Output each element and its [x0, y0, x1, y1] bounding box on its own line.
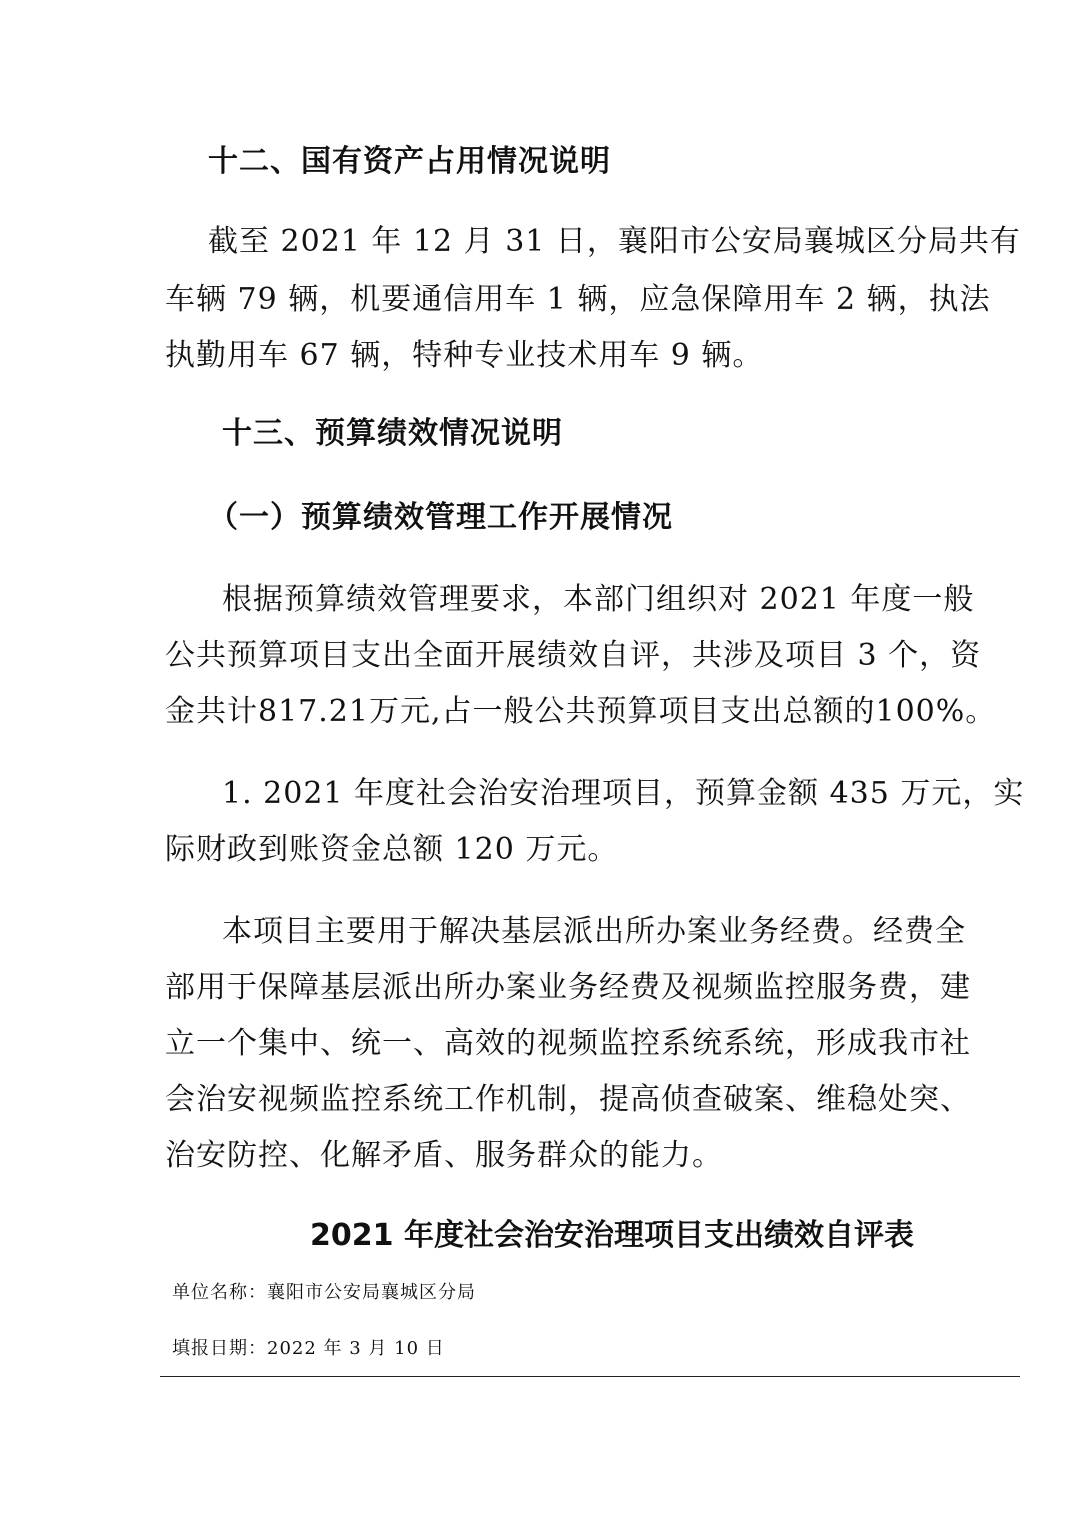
paragraph-3-line-2: 部用于保障基层派出所办案业务经费及视频监控服务费，建: [165, 970, 971, 1005]
section-12-heading: 十二、国有资产占用情况说明: [208, 144, 611, 179]
paragraph-1-line-1: 根据预算绩效管理要求，本部门组织对 2021 年度一般: [222, 582, 975, 617]
paragraph-3-line-3: 立一个集中、统一、高效的视频监控系统系统，形成我市社: [165, 1026, 971, 1061]
section-12-line-2: 车辆 79 辆，机要通信用车 1 辆，应急保障用车 2 辆，执法: [165, 282, 991, 317]
section-12-line-1: 截至 2021 年 12 月 31 日，襄阳市公安局襄城区分局共有: [208, 224, 1021, 259]
section-13-subheading: （一）预算绩效管理工作开展情况: [208, 500, 673, 535]
table-top-rule: [160, 1376, 1020, 1377]
section-13-heading: 十三、预算绩效情况说明: [222, 416, 563, 451]
paragraph-3-line-5: 治安防控、化解矛盾、服务群众的能力。: [165, 1138, 723, 1173]
paragraph-1-line-2: 公共预算项目支出全面开展绩效自评，共涉及项目 3 个，资: [165, 638, 982, 673]
fill-date: 填报日期：2022 年 3 月 10 日: [172, 1338, 445, 1359]
paragraph-3-line-1: 本项目主要用于解决基层派出所办案业务经费。经费全: [222, 914, 966, 949]
paragraph-2-line-1: 1. 2021 年度社会治安治理项目，预算金额 435 万元，实: [222, 776, 1025, 811]
paragraph-1-line-3: 金共计817.21万元,占一般公共预算项目支出总额的100%。: [165, 694, 997, 729]
table-title: 2021 年度社会治安治理项目支出绩效自评表: [310, 1218, 914, 1253]
unit-name: 单位名称：襄阳市公安局襄城区分局: [172, 1282, 476, 1303]
paragraph-2-line-2: 际财政到账资金总额 120 万元。: [165, 832, 619, 867]
paragraph-3-line-4: 会治安视频监控系统工作机制，提高侦查破案、维稳处突、: [165, 1082, 971, 1117]
section-12-line-3: 执勤用车 67 辆，特种专业技术用车 9 辆。: [165, 338, 764, 373]
